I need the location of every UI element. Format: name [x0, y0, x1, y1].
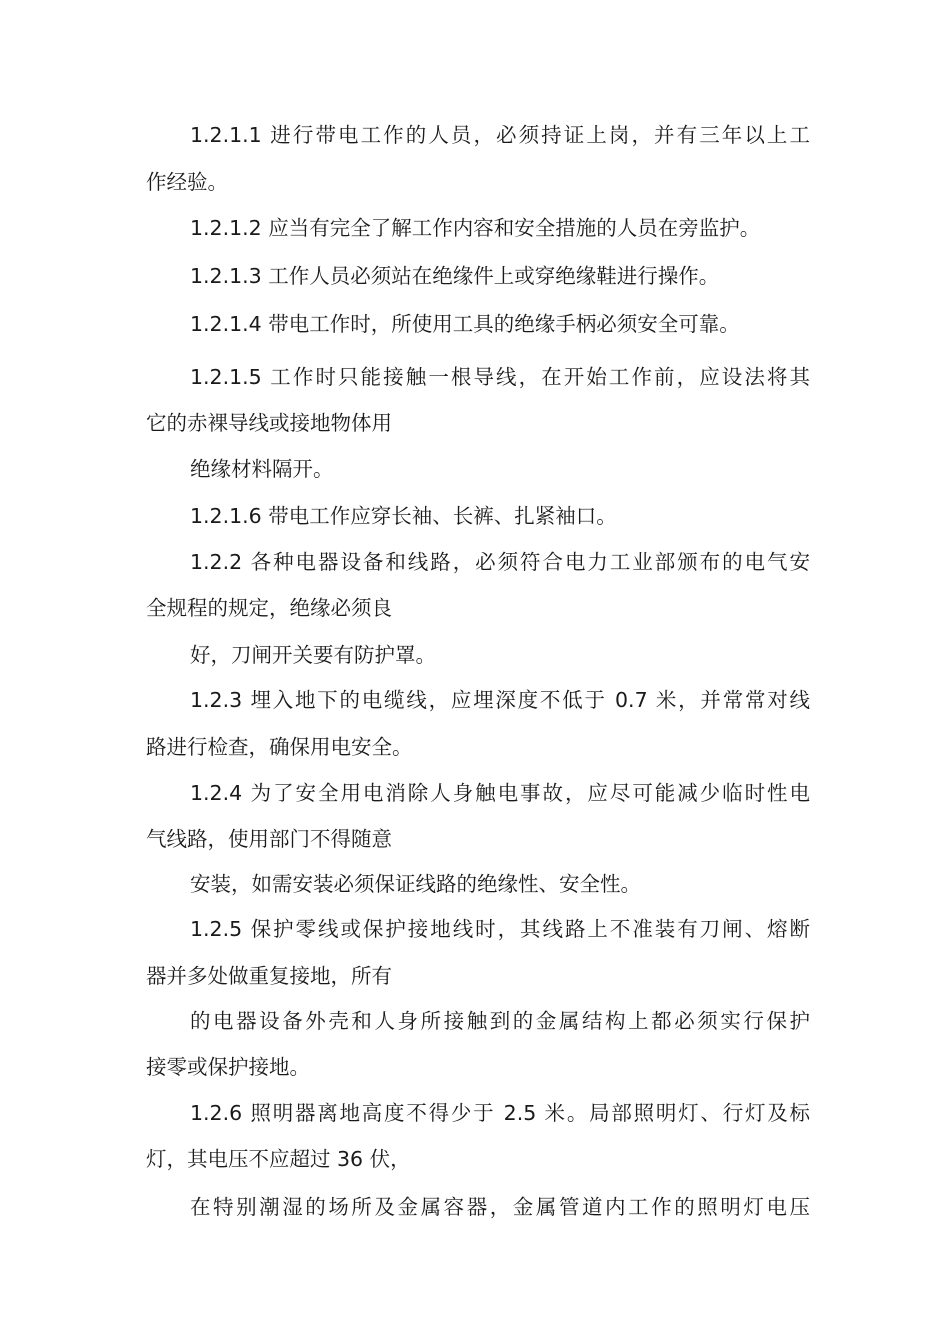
text-line-1-2-3: 1.2.3 埋入地下的电缆线，应埋深度不低于 0.7 米，并常常对线: [190, 688, 810, 712]
text-line-1-2-4: 1.2.4 为了安全用电消除人身触电事故，应尽可能减少临时性电: [190, 781, 810, 805]
text-line-1-2-3-cont: 路进行检查，确保用电安全。: [146, 735, 413, 759]
text-line-1-2-1-3: 1.2.1.3 工作人员必须站在绝缘件上或穿绝缘鞋进行操作。: [190, 264, 720, 288]
text-line-1-2-1-1-cont: 作经验。: [146, 170, 228, 194]
text-line-1-2-1-6: 1.2.1.6 带电工作应穿长袖、长裤、扎紧袖口。: [190, 504, 617, 528]
text-line-1-2-6-cont2: 在特别潮湿的场所及金属容器，金属管道内工作的照明灯电压: [190, 1195, 810, 1219]
text-line-1-2-5-cont: 器并多处做重复接地，所有: [146, 964, 392, 988]
text-line-1-2-4-cont2: 安装，如需安装必须保证线路的绝缘性、安全性。: [190, 872, 641, 896]
text-line-1-2-2-cont2: 好，刀闸开关要有防护罩。: [190, 643, 436, 667]
text-line-1-2-1-1: 1.2.1.1 进行带电工作的人员，必须持证上岗，并有三年以上工: [190, 123, 810, 147]
text-line-1-2-2-cont: 全规程的规定，绝缘必须良: [146, 596, 392, 620]
text-line-1-2-6-cont: 灯，其电压不应超过 36 伏，: [146, 1147, 411, 1171]
text-line-1-2-5-cont2: 的电器设备外壳和人身所接触到的金属结构上都必须实行保护: [190, 1009, 810, 1033]
text-line-1-2-1-5-cont: 它的赤裸导线或接地物体用: [146, 411, 392, 435]
text-line-1-2-1-2: 1.2.1.2 应当有完全了解工作内容和安全措施的人员在旁监护。: [190, 216, 761, 240]
text-line-1-2-5-cont3: 接零或保护接地。: [146, 1055, 310, 1079]
text-line-1-2-4-cont: 气线路，使用部门不得随意: [146, 827, 392, 851]
text-line-1-2-1-5-cont2: 绝缘材料隔开。: [190, 457, 334, 481]
text-line-1-2-6: 1.2.6 照明器离地高度不得少于 2.5 米。局部照明灯、行灯及标: [190, 1101, 810, 1125]
text-line-1-2-1-4: 1.2.1.4 带电工作时，所使用工具的绝缘手柄必须安全可靠。: [190, 312, 740, 336]
text-line-1-2-2: 1.2.2 各种电器设备和线路，必须符合电力工业部颁布的电气安: [190, 550, 810, 574]
text-line-1-2-5: 1.2.5 保护零线或保护接地线时，其线路上不准装有刀闸、熔断: [190, 917, 810, 941]
text-line-1-2-1-5: 1.2.1.5 工作时只能接触一根导线，在开始工作前，应设法将其: [190, 365, 810, 389]
